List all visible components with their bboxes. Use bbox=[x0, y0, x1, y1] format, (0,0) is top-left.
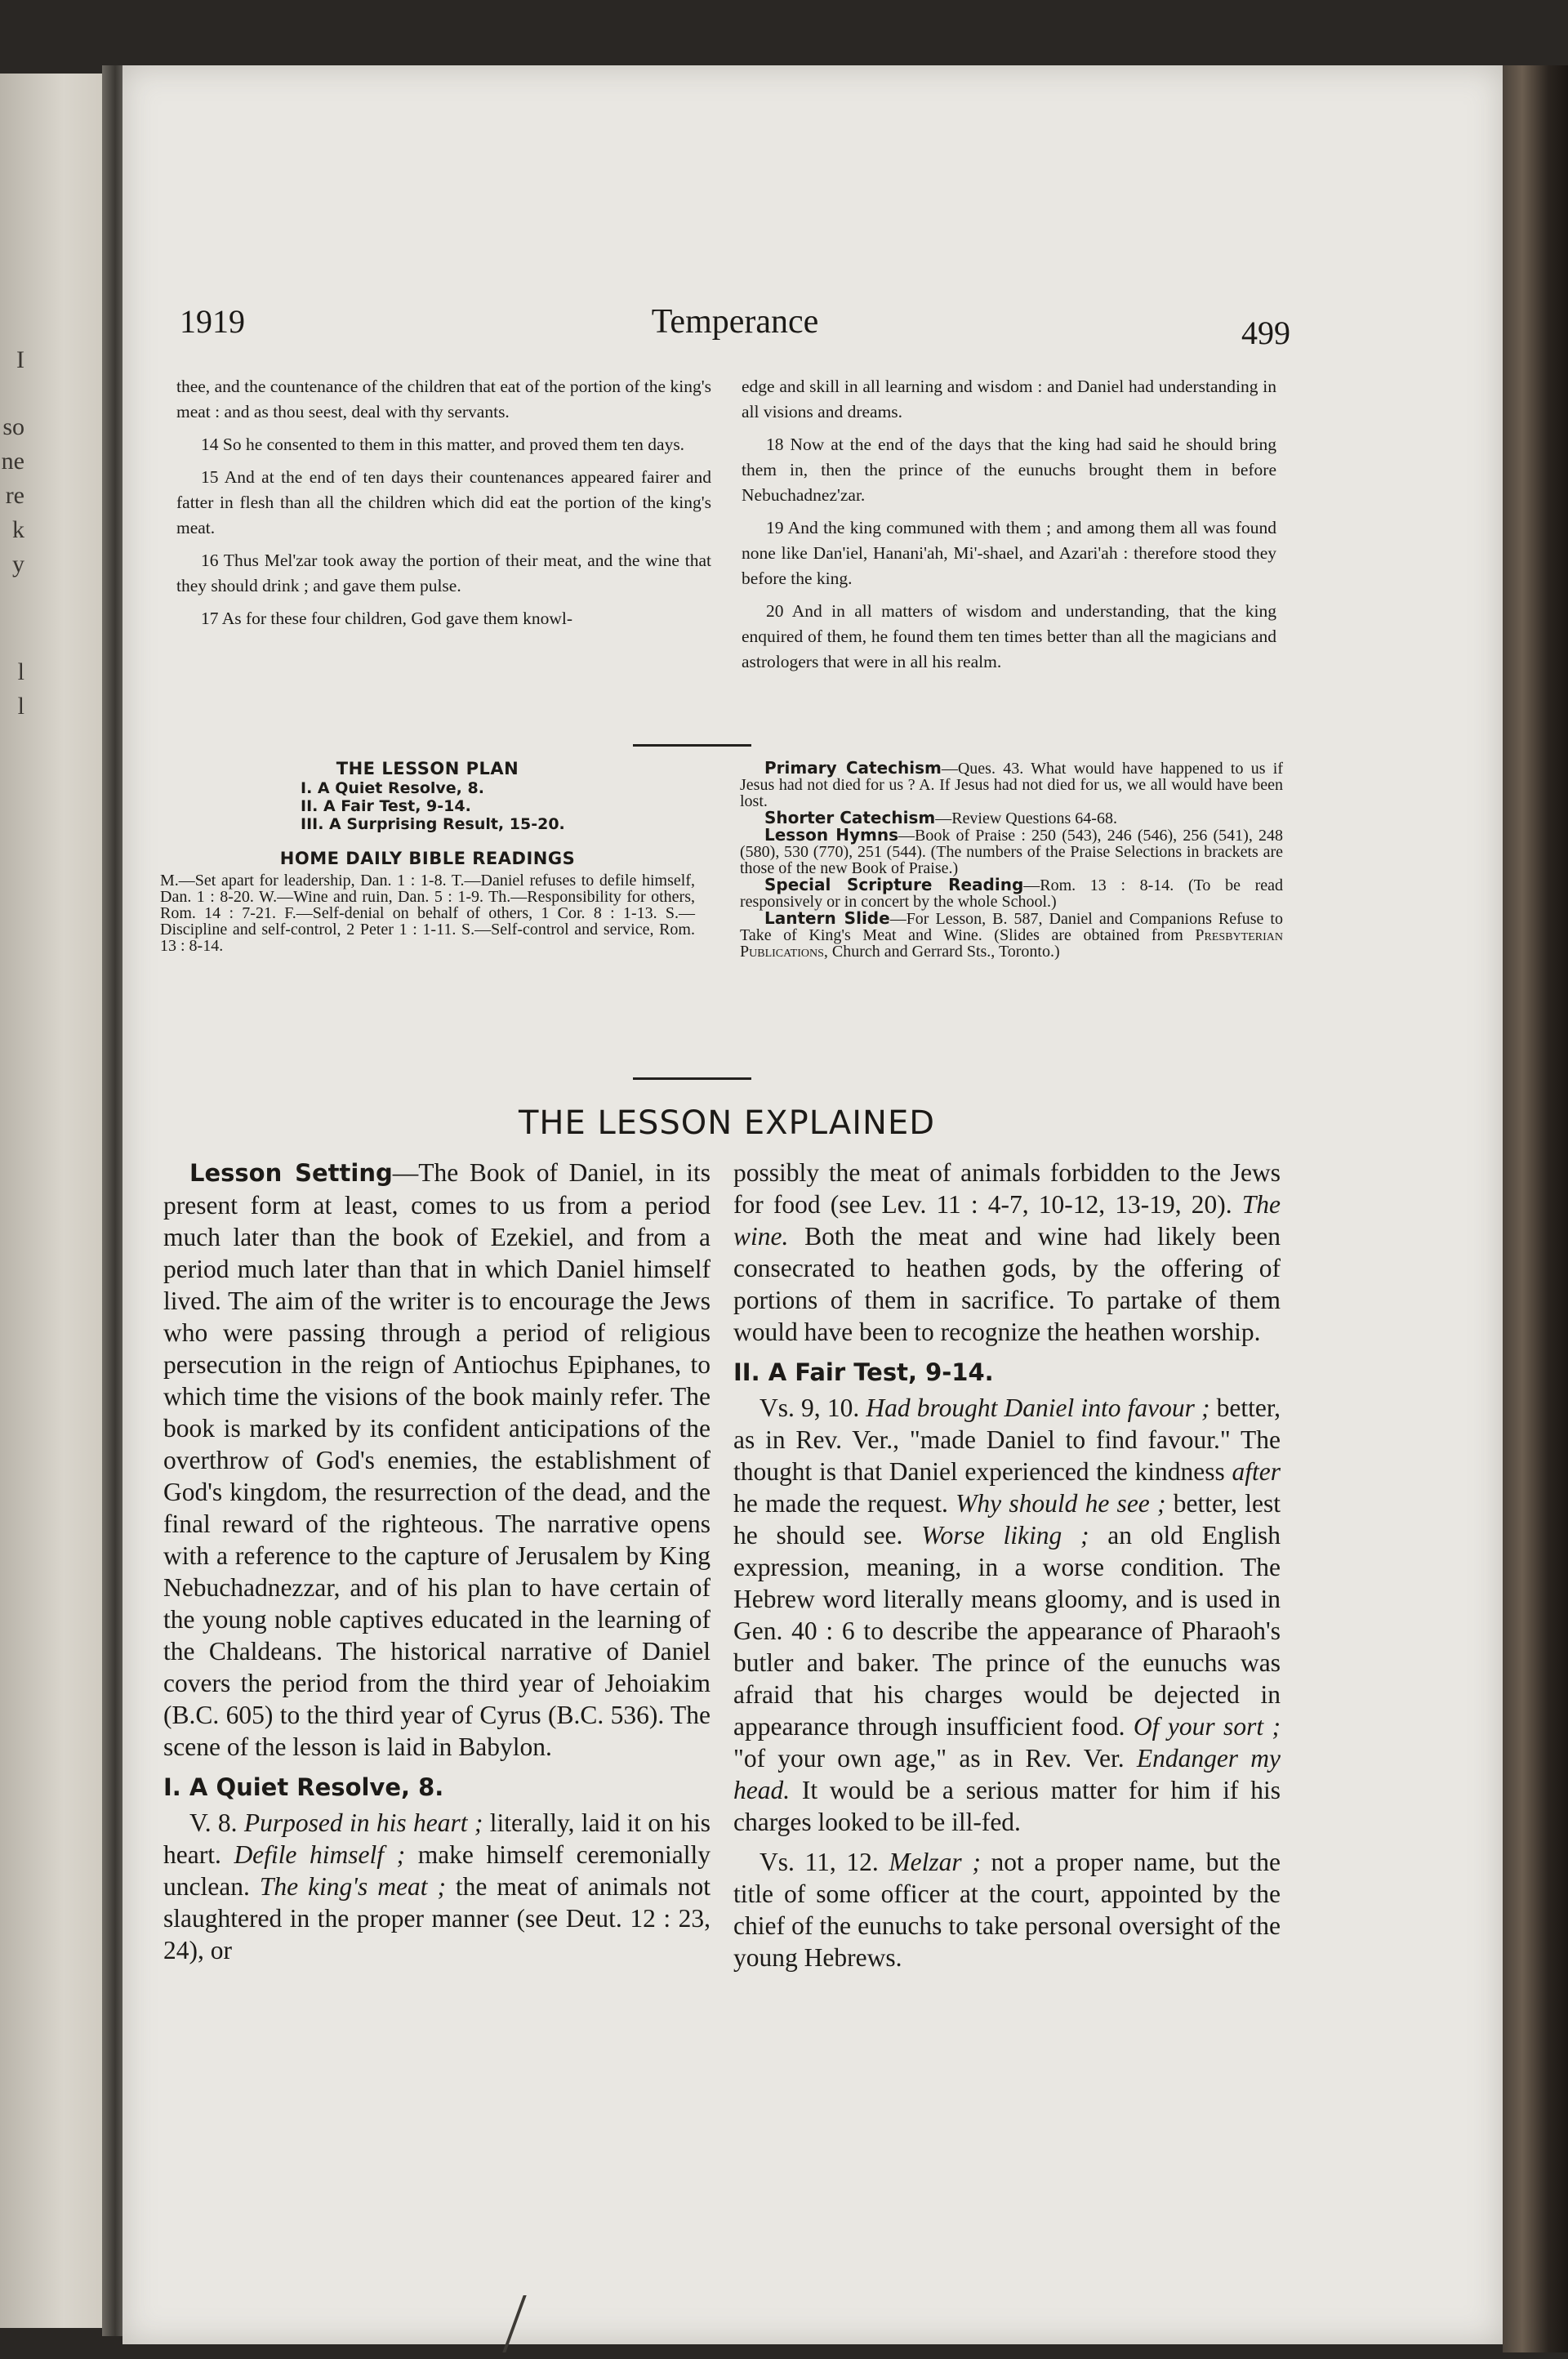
verse-ref: V. 8. bbox=[189, 1808, 244, 1837]
lesson-plan-item: I. A Quiet Resolve, 8. bbox=[301, 779, 484, 797]
facing-page-text-fragment bbox=[0, 343, 24, 724]
verse-8-note bbox=[163, 1807, 710, 1966]
publisher-name: Presbyterian Publications bbox=[740, 926, 1283, 961]
phrase: Defile himself ; bbox=[234, 1840, 406, 1869]
shorter-catechism bbox=[740, 809, 1283, 827]
lesson-plan-heading: THE LESSON PLAN bbox=[336, 759, 519, 778]
lesson-plan-item: II. A Fair Test, 9-14. bbox=[301, 797, 471, 815]
lesson-explained-heading: THE LESSON EXPLAINED bbox=[518, 1104, 936, 1142]
running-head-title: Temperance bbox=[651, 303, 819, 341]
page-number: 499 bbox=[1241, 314, 1290, 351]
special-reading-text: —Rom. 13 : 8-14. (To be read responsively or in concert by the whole School.) bbox=[740, 876, 1283, 911]
fragment-line: l bbox=[17, 693, 24, 720]
note-text: better, as in Rev. Ver., "made Daniel to find favour." The thought is that Daniel experienced the kindness bbox=[733, 1394, 1281, 1486]
verses-11-12-note bbox=[733, 1846, 1281, 1973]
lesson-setting-text: —The Book of Daniel, in its present form at least, comes to us from a period much later than the book of Ezekiel, and from a period much later than that in which Daniel himself lived. The aim of the writer is to encourage the Jews who were passing through a period of religious persecution in the reign of Antiochus Epiphanes, to which time the visions of the book mainly refer. The book is marked by its confident anticipations of the overthrow of God's enemies, the establishment of God's kingdom, the resurrection of the dead, and the final reward of the righteous. The narrative opens with a reference to the capture of Jerusalem by King Nebuchadnezzar, and of his plan to have certain of the young noble captives educated in the learning of the Chaldeans. The historical narrative of Daniel covers the period from the third year of Jehoiakim (B.C. 605) to the third year of Cyrus (B.C. 536). The scene of the lesson is laid in Babylon. bbox=[163, 1158, 710, 1761]
scripture-column-left bbox=[176, 374, 711, 639]
primary-catechism-text: —Ques. 43. What would have happened to us if Jesus had not died for us ? A. If Jesus had not died for us, we all would have been lost. bbox=[740, 760, 1283, 810]
note-text: possibly the meat of animals forbidden to the Jews for food (see Lev. 11 : 4-7, 10-12, 13-19, 20). bbox=[733, 1158, 1281, 1219]
running-head-year: 1919 bbox=[180, 303, 245, 340]
lesson-hymns bbox=[740, 827, 1283, 876]
phrase: Worse liking ; bbox=[921, 1521, 1089, 1550]
lesson-setting-paragraph bbox=[163, 1157, 710, 1763]
explanation-column-right bbox=[733, 1157, 1281, 1982]
fragment-line: y bbox=[12, 551, 24, 577]
phrase: Purposed in his heart ; bbox=[243, 1808, 483, 1837]
lantern-slide bbox=[740, 910, 1283, 960]
phrase: The wine. bbox=[733, 1190, 1281, 1251]
lesson-setting-label: Lesson Setting bbox=[189, 1159, 393, 1187]
fragment-line: I bbox=[16, 346, 24, 373]
lesson-plan-list bbox=[301, 779, 695, 833]
lesson-hymns-label: Lesson Hymns bbox=[764, 825, 898, 845]
phrase: Of your sort ; bbox=[1133, 1712, 1281, 1741]
phrase: after bbox=[1232, 1457, 1281, 1486]
shorter-catechism-text: —Review Questions 64-68. bbox=[935, 809, 1117, 827]
book-spine-edge bbox=[1503, 65, 1568, 2352]
note-text: make himself ceremonially unclean. bbox=[163, 1840, 711, 1901]
explanation-column-left bbox=[163, 1157, 710, 1974]
subheading-fair-test: II. A Fair Test, 9-14. bbox=[733, 1358, 994, 1386]
publisher-address: , Church and Gerrard Sts., Toronto.) bbox=[823, 943, 1060, 961]
home-readings-text: M.—Set apart for leadership, Dan. 1 : 1-8. T.—Daniel refuses to defile himself, Dan. 1 : 8-20. W.—Wine and ruin, Dan. 5 : 1-9. Th.—Responsibility for others, Rom. 14 : 7-21. F.—Self-denial on behalf of others, 1 Cor. 8 : 1-13. S.—Discipline and self-control, 2 Peter 1 : 1-11. S.—Self-control and service, Rom. 13 : 8-14. bbox=[160, 872, 695, 955]
phrase: Endanger my head. bbox=[733, 1744, 1281, 1804]
primary-catechism-label: Primary Catechism bbox=[764, 758, 942, 778]
scripture-verse: 15 And at the end of ten days their countenances appeared fairer and fatter in flesh than all the children which did eat the portion of the king's meat. bbox=[176, 467, 711, 537]
scripture-verse: 19 And the king communed with them ; and among them all was found none like Dan'iel, Hanani'ah, Mi'-shael, and Azari'ah : therefore stood they before the king. bbox=[742, 518, 1276, 588]
lesson-plan-block bbox=[160, 760, 695, 954]
scripture-column-right bbox=[742, 374, 1276, 682]
scripture-verse: 16 Thus Mel'zar took away the portion of their meat, and the wine that they should drink ; and gave them pulse. bbox=[176, 551, 711, 595]
note-text: It would be a serious matter for him if his charges looked to be ill-fed. bbox=[733, 1776, 1281, 1836]
scripture-verse: thee, and the countenance of the children that eat of the portion of the king's meat : and as thou seest, deal with thy servants. bbox=[176, 377, 711, 421]
section-divider bbox=[633, 744, 751, 747]
phrase: The king's meat ; bbox=[259, 1872, 446, 1901]
note-text: an old English expression, meaning, in a worse condition. The Hebrew word literally means gloomy, and is used in Gen. 40 : 6 to describe the appearance of Pharaoh's butler and baker. The prince of the eunuchs was afraid that his charges would be dejected in appearance through insufficient food. bbox=[733, 1521, 1281, 1741]
verse-8-note-continued bbox=[733, 1157, 1281, 1348]
verses-9-10-note bbox=[733, 1392, 1281, 1838]
scripture-verse: 14 So he consented to them in this matter, and proved them ten days. bbox=[201, 435, 685, 454]
scripture-verse: edge and skill in all learning and wisdom : and Daniel had understanding in all visions and dreams. bbox=[742, 377, 1276, 421]
scripture-verse: 20 And in all matters of wisdom and understanding, that the king enquired of them, he found them ten times better than all the magicians and astrologers that were in all his realm. bbox=[742, 601, 1276, 671]
scripture-verse: 17 As for these four children, God gave them knowl- bbox=[201, 609, 572, 628]
primary-catechism bbox=[740, 760, 1283, 809]
verse-ref: Vs. 9, 10. bbox=[760, 1394, 866, 1422]
fragment-line: k bbox=[12, 516, 24, 543]
phrase: Had brought Daniel into favour ; bbox=[866, 1394, 1210, 1422]
note-text: the meat of animals not slaughtered in the proper manner (see Deut. 12 : 23, 24), or bbox=[163, 1872, 711, 1964]
scripture-verse: 18 Now at the end of the days that the king had said he should bring them in, then the prince of the eunuchs brought them in before Nebuchadnez'zar. bbox=[742, 435, 1276, 505]
fragment-line: so bbox=[2, 413, 24, 440]
note-text: "of your own age," as in Rev. Ver. bbox=[733, 1744, 1137, 1773]
shorter-catechism-label: Shorter Catechism bbox=[764, 808, 936, 827]
note-text: he made the request. bbox=[733, 1489, 956, 1518]
phrase: Why should he see ; bbox=[956, 1489, 1166, 1518]
note-text: Both the meat and wine had likely been consecrated to heathen gods, by the offering of portions of them in sacrifice. To partake of them would have been to recognize the heathen worship. bbox=[733, 1222, 1281, 1346]
fragment-line: ne bbox=[1, 448, 24, 475]
fragment-line: re bbox=[5, 482, 24, 509]
fragment-line: l bbox=[17, 658, 24, 685]
lantern-slide-text: —For Lesson, B. 587, Daniel and Companions Refuse to Take of King's Meat and Wine. (Slides are obtained from bbox=[740, 910, 1283, 944]
phrase: Melzar ; bbox=[889, 1848, 981, 1876]
special-scripture-reading bbox=[740, 876, 1283, 910]
lesson-hymns-text: —Book of Praise : 250 (543), 246 (546), 256 (541), 248 (580), 530 (770), 251 (544). (The numbers of the Praise Selections in brackets are those of the new Book of Praise.) bbox=[740, 827, 1283, 877]
special-reading-label: Special Scripture Reading bbox=[764, 875, 1024, 894]
lesson-plan-item: III. A Surprising Result, 15-20. bbox=[301, 815, 565, 833]
section-divider bbox=[633, 1077, 751, 1080]
home-readings-heading: HOME DAILY BIBLE READINGS bbox=[279, 849, 576, 868]
lantern-slide-label: Lantern Slide bbox=[764, 908, 890, 928]
note-text: not a proper name, but the title of some officer at the court, appointed by the chief of the eunuchs to take personal oversight of the young Hebrews. bbox=[733, 1848, 1281, 1972]
verse-ref: Vs. 11, 12. bbox=[760, 1848, 889, 1876]
lesson-helps-block bbox=[740, 760, 1283, 960]
facing-page-edge bbox=[0, 74, 106, 2328]
subheading-quiet-resolve: I. A Quiet Resolve, 8. bbox=[163, 1773, 444, 1801]
note-text: literally, laid it on his heart. bbox=[163, 1808, 710, 1869]
note-text: better, lest he should see. bbox=[733, 1489, 1281, 1550]
running-head bbox=[180, 302, 1290, 359]
